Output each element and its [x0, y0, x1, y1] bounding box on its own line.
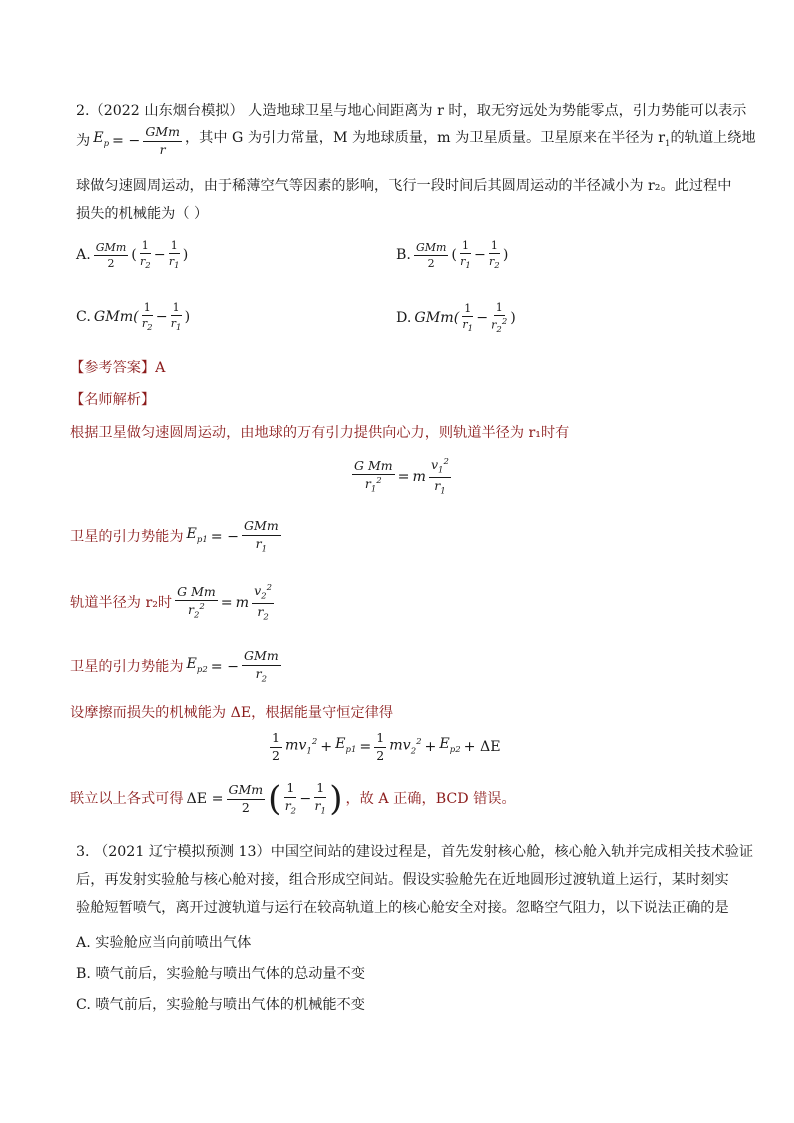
q2-stem-line3: 球做匀速圆周运动，由于稀薄空气等因素的影响，飞行一段时间后其圆周运动的半径减小为 r₂。此过程中: [76, 178, 732, 194]
q3-option-b[interactable]: B. 喷气前后，实验舱与喷出气体的总动量不变: [76, 966, 366, 982]
q2-stem-line4: 损失的机械能为（ ）: [76, 206, 209, 222]
conclusion-suffix: ，故 A 正确，BCD 错误。: [345, 791, 516, 807]
option-b-term1: $\frac{1}{r_1}$: [460, 239, 471, 272]
ep2-label: 卫星的引力势能为: [70, 658, 184, 675]
equals-minus: = −: [112, 133, 141, 149]
option-d-label: D.: [396, 310, 412, 327]
option-c-coef: GMm(: [93, 309, 139, 326]
analysis-title: 【名师解析】: [70, 392, 156, 408]
option-d-coef: GMm(: [414, 310, 460, 327]
option-b-coef: $\frac{\text{GMm}}{2}$: [415, 240, 447, 270]
q2-line2-text: ，其中 G 为引力常量，M 为地球质量，m 为卫星质量。卫星原来在半径为 $r_1$的轨道上绕地: [184, 130, 756, 149]
option-b-label: B.: [396, 247, 411, 264]
option-a-term1: $\frac{1}{r_2}$: [139, 239, 151, 272]
conclusion-prefix: 联立以上各式可得: [70, 791, 184, 807]
option-a-term2: $\frac{1}{r_1}$: [168, 239, 180, 272]
friction-line: 设摩擦而损失的机械能为 ΔE，根据能量守恒定律得: [70, 705, 394, 721]
equation-orbit-r1: $\frac{\text{G Mm}}{r_1^2}$ = m $\frac{v_1^2}{r_1}$: [354, 457, 449, 497]
option-b-term2: $\frac{1}{r_2}$: [489, 239, 500, 272]
r2-label: 轨道半径为 r₂时: [70, 595, 173, 612]
r2-orbit-line: 轨道半径为 r₂时 $\frac{\text{G Mm}}{r_2^2}$ = m $\frac{v_2^2}{r_2}$: [70, 583, 272, 623]
option-d[interactable]: D. GMm( $\frac{1}{r_1}$ − $\frac{1}{r_2^2}$ ): [396, 301, 516, 335]
answer-label: 【参考答案】A: [70, 360, 166, 376]
q3-stem-line1: 3. （2021 辽宁模拟预测 13）中国空间站的建设过程是，首先发射核心舱，核心舱入轨并完成相关技术验证: [76, 844, 754, 860]
q3-stem-line3: 验舱短暂喷气，离开过渡轨道与运行在较高轨道上的核心舱安全对接。忽略空气阻力，以下说法正确的是: [76, 900, 729, 916]
option-a-label: A.: [76, 247, 91, 264]
option-a-coef: $\frac{\text{GMm}}{2}$: [95, 240, 127, 270]
conclusion-line: 联立以上各式可得 ΔE = $\frac{\text{GMm}}{2}$ ( $\frac{1}{r_2}$ − $\frac{1}{r_1}$ ) ，故 A 正确，BCD 错误。: [70, 779, 516, 819]
q2-stem-line1: 2.（2022 山东烟台模拟） 人造地球卫星与地心间距离为 r 时，取无穷远处为势能零点，引力势能可以表示: [76, 103, 747, 119]
option-c[interactable]: C. GMm( $\frac{1}{r_2}$ − $\frac{1}{r_1}$ ): [76, 301, 191, 334]
option-d-term2: $\frac{1}{r_2^2}$: [491, 301, 508, 335]
q3-option-c[interactable]: C. 喷气前后，实验舱与喷出气体的机械能不变: [76, 997, 365, 1013]
option-c-term2: $\frac{1}{r_1}$: [170, 301, 182, 334]
ep1-label: 卫星的引力势能为: [70, 528, 184, 545]
option-c-label: C.: [76, 309, 91, 326]
option-b[interactable]: B. $\frac{\text{GMm}}{2}$ ( $\frac{1}{r_1}$ − $\frac{1}{r_2}$ ): [396, 239, 509, 272]
q3-stem-line2: 后，再发射实验舱与核心舱对接，组合形成空间站。假设实验舱先在近地圆形过渡轨道上运行，某时刻实: [76, 872, 729, 888]
option-d-term1: $\frac{1}{r_1}$: [462, 301, 474, 335]
option-c-term1: $\frac{1}{r_2}$: [141, 301, 153, 334]
q2-stem-line2: [76, 126, 756, 156]
option-a[interactable]: A. $\frac{\text{GMm}}{2}$ ( $\frac{1}{r_2}$ − $\frac{1}{r_1}$ ): [76, 239, 189, 272]
q3-option-a[interactable]: A. 实验舱应当向前喷出气体: [76, 935, 252, 951]
gmm-over-r-fraction: $\frac{\text{GMm}}{r}$: [145, 124, 180, 157]
ep1-line: 卫星的引力势能为 $E_{p1}$ = − $\frac{\text{GMm}}{r_1}$: [70, 518, 279, 554]
ep2-line: 卫星的引力势能为 $E_{p2}$ = − $\frac{\text{GMm}}{r_2}$: [70, 648, 279, 684]
analysis-line1: 根据卫星做匀速圆周运动，由地球的万有引力提供向心力，则轨道半径为 r₁时有: [70, 425, 570, 441]
q2-line2-prefix: 为: [76, 133, 91, 149]
ep-symbol: $E_p$: [93, 130, 110, 149]
energy-conservation-equation: $\frac{1}{2}$ $mv_1^2$ + $E_{p1}$ = $\frac{1}{2}$ $mv_2^2$ + $E_{p2}$ + ΔE: [272, 730, 501, 763]
